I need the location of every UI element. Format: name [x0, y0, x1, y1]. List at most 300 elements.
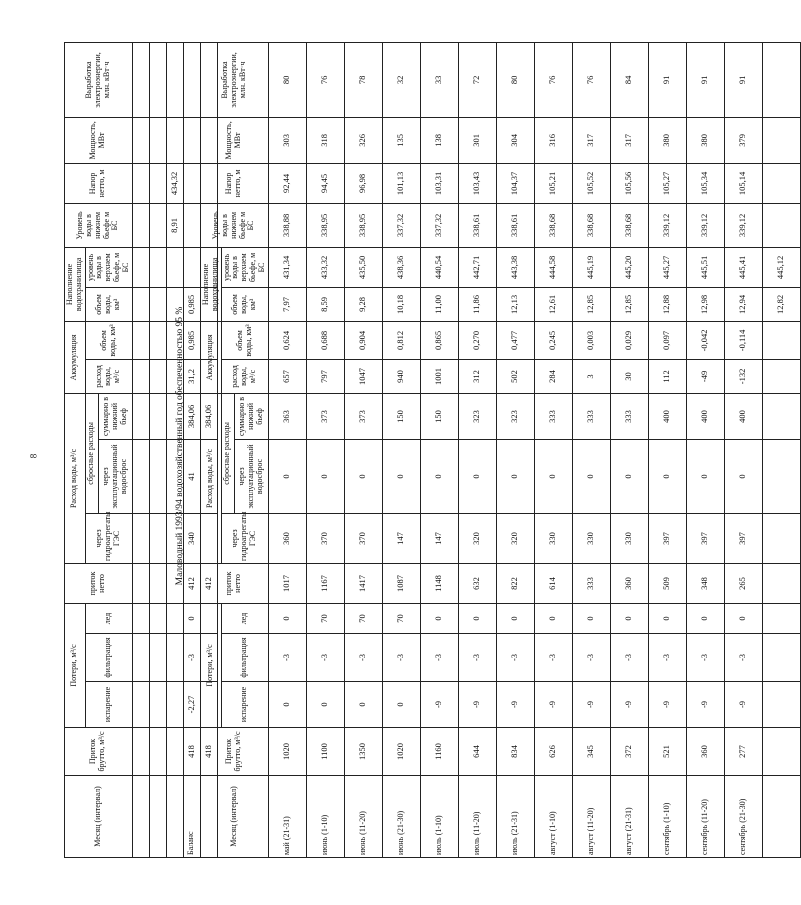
table-cell: 0	[648, 439, 686, 513]
table-cell	[166, 439, 183, 513]
table-cell: 105,34	[686, 163, 724, 203]
row-label-cell: июнь (1-10)	[306, 776, 344, 858]
table-cell: 0	[183, 603, 200, 633]
table-cell: 433,32	[306, 247, 344, 287]
t2-header-spill: сбросные расходы	[221, 393, 234, 513]
t2-header-turbines: через гидроагрегаты ГЭС	[221, 513, 268, 563]
table-cell: 445,27	[648, 247, 686, 287]
t1-header-generation: Выработка электроэнергии, млн. кВт·ч	[65, 42, 133, 117]
t1-header-reservoir-filling: Наполнение водохранилища	[65, 247, 86, 321]
table-cell: 0,985	[183, 287, 200, 321]
table-cell: 265	[724, 563, 762, 603]
table-cell: 0,812	[382, 321, 420, 359]
table-cell	[149, 563, 166, 603]
table-cell: 397	[648, 513, 686, 563]
table-cell: -0,114	[724, 321, 762, 359]
table-cell: 94,45	[306, 163, 344, 203]
t2-header-reservoir-filling: Наполнение водохранилища	[201, 247, 222, 321]
table-cell: 412	[183, 563, 200, 603]
table-cell: 797	[306, 359, 344, 393]
t1-header-spillway: через эксплуатационный водосброс	[99, 439, 133, 513]
table-cell: 0,097	[648, 321, 686, 359]
table-2-container	[200, 43, 801, 858]
table-cell: 822	[496, 563, 534, 603]
table-cell: 91	[648, 42, 686, 117]
table-cell: 360	[686, 728, 724, 776]
table-cell: 12,94	[724, 287, 762, 321]
t2-header-downstream-level: Уровень воды в нижнем бьефе м БС	[201, 203, 269, 247]
table-cell: 330	[572, 513, 610, 563]
table-cell: 940	[382, 359, 420, 393]
table-cell: 284	[534, 359, 572, 393]
table-cell: -9	[534, 682, 572, 728]
table-cell: 339,12	[724, 203, 762, 247]
t2-header-head: Напор нетто, м	[201, 163, 269, 203]
table-cell	[183, 117, 200, 163]
table-cell: 0	[382, 439, 420, 513]
table-cell: 72	[458, 42, 496, 117]
table-cell: 312	[458, 359, 496, 393]
table-cell: 91	[686, 42, 724, 117]
table-cell: 0	[496, 439, 534, 513]
table-cell: 0	[420, 439, 458, 513]
row-label-cell: Баланс	[183, 776, 200, 858]
table-cell: -0,042	[686, 321, 724, 359]
table-cell: 0,985	[183, 321, 200, 359]
table-cell: 445,20	[610, 247, 648, 287]
table-cell	[149, 42, 166, 117]
table-cell	[762, 359, 800, 393]
table-cell	[149, 439, 166, 513]
table-1	[64, 42, 218, 858]
t2-header-inflow-net: приток нетто	[201, 563, 269, 603]
table-cell: 372	[610, 728, 648, 776]
t2-header-accumulation: Аккумуляция	[201, 321, 222, 393]
table-cell: 445,19	[572, 247, 610, 287]
table-cell: 348	[686, 563, 724, 603]
table-cell	[149, 603, 166, 633]
table-cell: 84	[610, 42, 648, 117]
t2-header-evaporation: испарение	[221, 682, 268, 728]
table-cell: 105,56	[610, 163, 648, 203]
page-number: 8	[28, 453, 39, 459]
table-cell: 397	[686, 513, 724, 563]
table-cell: 318	[306, 117, 344, 163]
table-cell: 330	[610, 513, 648, 563]
table-cell: 412	[200, 563, 217, 603]
table-cell: 384,06	[200, 393, 217, 439]
table-cell: 1047	[344, 359, 382, 393]
t2-header-power: Мощность, МВт	[201, 117, 269, 163]
table-cell: 1148	[420, 563, 458, 603]
table-cell: 1020	[268, 728, 306, 776]
table-cell: 0	[686, 439, 724, 513]
table-cell: 0,003	[572, 321, 610, 359]
table-row	[420, 42, 458, 857]
table-cell: -9	[420, 682, 458, 728]
table-cell	[132, 321, 149, 359]
table-cell: 104,37	[496, 163, 534, 203]
table-cell: -9	[686, 682, 724, 728]
table-cell	[132, 682, 149, 728]
t2-header-filtration: фильтрация	[221, 634, 268, 682]
table-cell: 373	[306, 393, 344, 439]
table-cell	[149, 359, 166, 393]
table-cell: -9	[610, 682, 648, 728]
table-cell	[762, 682, 800, 728]
table-cell: 1020	[382, 728, 420, 776]
row-label-cell: май (21-31)	[268, 776, 306, 858]
row-label-cell: сентябрь (21-30)	[724, 776, 762, 858]
table-cell	[762, 634, 800, 682]
row-label-cell: сентябрь (1-10)	[648, 776, 686, 858]
table-cell: 12,88	[648, 287, 686, 321]
table-cell: 12,98	[686, 287, 724, 321]
table-cell	[149, 321, 166, 359]
t1-header-spill: сбросные расходы	[85, 393, 98, 513]
t1-header-turbines: через гидроагрегаты ГЭС	[85, 513, 132, 563]
table-row	[686, 42, 724, 857]
table-row	[762, 42, 800, 857]
table-cell	[132, 603, 149, 633]
table-cell: -3	[458, 634, 496, 682]
table-cell	[132, 247, 149, 287]
table-cell: 626	[534, 728, 572, 776]
table-cell	[149, 634, 166, 682]
row-label-cell	[149, 776, 166, 858]
table-cell: 330	[534, 513, 572, 563]
table-cell: 112	[648, 359, 686, 393]
table-cell: 12,61	[534, 287, 572, 321]
table-cell	[166, 247, 183, 287]
table-cell: 0	[572, 603, 610, 633]
row-label-cell: июль (21-31)	[496, 776, 534, 858]
table-cell: 1167	[306, 563, 344, 603]
table-cell	[183, 247, 200, 287]
table-cell: 373	[344, 393, 382, 439]
t1-header-acc-flow: расход воды, м³/с	[85, 359, 132, 393]
table-cell: 0	[534, 439, 572, 513]
table-cell: 76	[572, 42, 610, 117]
table-cell	[762, 728, 800, 776]
table-cell: 435,50	[344, 247, 382, 287]
table-cell: 0	[610, 603, 648, 633]
table-cell	[166, 287, 183, 321]
table-cell: 150	[382, 393, 420, 439]
table-row	[572, 42, 610, 857]
table-cell: 0	[306, 682, 344, 728]
table-cell	[166, 359, 183, 393]
table-2	[200, 42, 801, 858]
table-cell: 80	[496, 42, 534, 117]
table-cell: 1350	[344, 728, 382, 776]
table-cell: 70	[382, 603, 420, 633]
table-cell: 1100	[306, 728, 344, 776]
table-cell	[762, 321, 800, 359]
table-cell: 76	[306, 42, 344, 117]
table-row	[496, 42, 534, 857]
table-cell: 303	[268, 117, 306, 163]
t2-header-inflow-gross: Приток брутто, м³/с	[201, 728, 269, 776]
table-cell: 0,624	[268, 321, 306, 359]
t2-header-total-downstream: суммарно в нижний бьеф	[235, 393, 269, 439]
table-cell: 316	[534, 117, 572, 163]
table-cell: 147	[420, 513, 458, 563]
table-cell: -3	[648, 634, 686, 682]
table-cell	[149, 682, 166, 728]
table-cell: 338,88	[268, 203, 306, 247]
table-cell: 1160	[420, 728, 458, 776]
table-cell: 0	[648, 603, 686, 633]
table-cell	[762, 42, 800, 117]
table-cell: 103,43	[458, 163, 496, 203]
table-cell: -2,27	[183, 682, 200, 728]
table-cell: 0	[458, 603, 496, 633]
table-cell: 379	[724, 117, 762, 163]
table-cell: 12,82	[762, 287, 800, 321]
table-cell	[132, 42, 149, 117]
table-cell: 337,32	[420, 203, 458, 247]
t2-header-upstream-level: уровень воды в верхнем бьефе, м БС	[221, 247, 268, 287]
table-cell: 380	[648, 117, 686, 163]
table-cell: -3	[534, 634, 572, 682]
table-cell: -3	[382, 634, 420, 682]
table-cell: -9	[496, 682, 534, 728]
table-cell	[149, 203, 166, 247]
table-cell: 384,06	[183, 393, 200, 439]
section-caption: Маловодный 1993/94 водохозяйственный год обеспеченностью 95 %	[175, 306, 185, 586]
t1-header-upstream-level: уровень воды в верхнем бьефе, м БС	[85, 247, 132, 287]
table-cell	[166, 603, 183, 633]
table-row	[382, 42, 420, 857]
table-cell: 400	[724, 393, 762, 439]
table-cell: 339,12	[686, 203, 724, 247]
table-cell: 418	[200, 728, 217, 776]
table-cell: 105,52	[572, 163, 610, 203]
table-cell: 101,13	[382, 163, 420, 203]
table-cell: 443,38	[496, 247, 534, 287]
table-cell: 0	[268, 439, 306, 513]
table-cell: 0,477	[496, 321, 534, 359]
table-cell: 12,85	[572, 287, 610, 321]
table-cell: 0	[610, 439, 648, 513]
table-cell: 337,32	[382, 203, 420, 247]
table-cell: 105,27	[648, 163, 686, 203]
table-cell: -3	[686, 634, 724, 682]
t1-header-total-downstream: суммарно в нижний бьеф	[99, 393, 133, 439]
table-cell	[149, 247, 166, 287]
table-cell	[762, 513, 800, 563]
table-row	[149, 42, 166, 857]
table-cell: 103,31	[420, 163, 458, 203]
table-cell: 326	[344, 117, 382, 163]
table-cell: 304	[496, 117, 534, 163]
table-cell	[762, 603, 800, 633]
table-cell: 0	[724, 603, 762, 633]
table-cell: 400	[648, 393, 686, 439]
table-cell: 12,13	[496, 287, 534, 321]
row-label-cell	[132, 776, 149, 858]
table-cell: 339,12	[648, 203, 686, 247]
row-label-cell: июнь (11-20)	[344, 776, 382, 858]
table-cell: 70	[344, 603, 382, 633]
table-cell: 78	[344, 42, 382, 117]
table-cell: 418	[183, 728, 200, 776]
table-cell: 644	[458, 728, 496, 776]
table-cell: 8,91	[166, 203, 183, 247]
table-cell	[132, 359, 149, 393]
table-cell: 0	[496, 603, 534, 633]
table-cell	[762, 117, 800, 163]
table-cell: 317	[610, 117, 648, 163]
t2-header-fill-volume: объем воды, км³	[221, 287, 268, 321]
table-cell: 442,71	[458, 247, 496, 287]
table-cell: -3	[724, 634, 762, 682]
table-cell	[132, 117, 149, 163]
t1-header-water-flow: Расход воды, м³/с	[65, 393, 86, 563]
table-cell: 0	[686, 603, 724, 633]
table-cell: 3	[572, 359, 610, 393]
table-cell: 317	[572, 117, 610, 163]
row-label-cell: июль (11-20)	[458, 776, 496, 858]
table-cell	[762, 203, 800, 247]
table-cell	[183, 163, 200, 203]
table-cell: 92,44	[268, 163, 306, 203]
t1-header-inflow-gross: Приток брутто, м³/с	[65, 728, 133, 776]
table-cell: 0	[344, 439, 382, 513]
table-cell: 150	[420, 393, 458, 439]
t1-header-month: Месяц (интервал)	[65, 776, 133, 858]
table-cell: 91	[724, 42, 762, 117]
table-cell: 301	[458, 117, 496, 163]
table-cell	[166, 563, 183, 603]
t2-header-spillway: через эксплуатационный водосброс	[235, 439, 269, 513]
table-cell	[132, 163, 149, 203]
table-cell: 33	[420, 42, 458, 117]
table-cell: 0,270	[458, 321, 496, 359]
table-cell: 431,34	[268, 247, 306, 287]
table-cell: 147	[382, 513, 420, 563]
table-cell: 8,59	[306, 287, 344, 321]
table-cell: 338,68	[534, 203, 572, 247]
table-cell	[132, 203, 149, 247]
row-label-cell	[166, 776, 183, 858]
table-cell: 338,95	[306, 203, 344, 247]
table-cell: 0	[306, 439, 344, 513]
table-cell: 0,688	[306, 321, 344, 359]
table-cell: 1001	[420, 359, 458, 393]
table-cell: 657	[268, 359, 306, 393]
table-cell: 333	[572, 563, 610, 603]
table-cell: 340	[183, 513, 200, 563]
table-cell	[166, 321, 183, 359]
row-label-cell: июнь (21-30)	[382, 776, 420, 858]
table-cell	[166, 117, 183, 163]
table-cell: 370	[306, 513, 344, 563]
table-cell: 0,245	[534, 321, 572, 359]
t2-header-water-flow: Расход воды, м³/с	[201, 393, 222, 563]
table-cell: 12,85	[610, 287, 648, 321]
table-cell	[762, 439, 800, 513]
table-cell: 0	[382, 682, 420, 728]
table-row	[534, 42, 572, 857]
table-row	[166, 42, 183, 857]
t1-header-downstream-level: Уровень воды в нижнем бьефе м БС	[65, 203, 133, 247]
table-cell: 0	[534, 603, 572, 633]
table-cell: 333	[572, 393, 610, 439]
table-cell: 0	[458, 439, 496, 513]
table-cell: 0	[572, 439, 610, 513]
table-cell: -3	[572, 634, 610, 682]
table-row	[458, 42, 496, 857]
table-cell	[166, 634, 183, 682]
table-cell: -3	[306, 634, 344, 682]
t2-header-acc-flow: расход воды, м³/с	[221, 359, 268, 393]
table-cell	[183, 42, 200, 117]
table-cell: 370	[344, 513, 382, 563]
t1-header-losses: Потери, м³/с	[65, 603, 86, 727]
table-cell: 632	[458, 563, 496, 603]
t1-header-fill-volume: объем воды, км³	[85, 287, 132, 321]
table-cell	[166, 513, 183, 563]
table-2-body	[268, 42, 800, 857]
table-cell	[149, 287, 166, 321]
table-cell	[149, 728, 166, 776]
table-cell: 338,68	[572, 203, 610, 247]
table-cell: 80	[268, 42, 306, 117]
table-cell: 0,865	[420, 321, 458, 359]
table-cell: 397	[724, 513, 762, 563]
table-row	[132, 42, 149, 857]
row-label-cell: сентябрь (11-20)	[686, 776, 724, 858]
t2-header-generation: Выработка электроэнергии, млн. кВт·ч	[201, 42, 269, 117]
table-cell: 1087	[382, 563, 420, 603]
table-row	[183, 42, 200, 857]
table-cell	[762, 163, 800, 203]
table-cell: 502	[496, 359, 534, 393]
table-cell: 380	[686, 117, 724, 163]
table-cell: 1417	[344, 563, 382, 603]
table-cell: -49	[686, 359, 724, 393]
table-cell	[132, 439, 149, 513]
table-cell	[762, 393, 800, 439]
row-label-cell: август (1-10)	[534, 776, 572, 858]
table-cell: 0	[724, 439, 762, 513]
table-cell: 320	[458, 513, 496, 563]
table-cell	[166, 682, 183, 728]
table-cell	[149, 393, 166, 439]
table-cell: 445,51	[686, 247, 724, 287]
table-cell: 360	[268, 513, 306, 563]
table-cell: -132	[724, 359, 762, 393]
table-cell: -3	[268, 634, 306, 682]
table-row	[344, 42, 382, 857]
table-cell: 0	[420, 603, 458, 633]
table-cell: 333	[610, 393, 648, 439]
row-label-cell: июль (1-10)	[420, 776, 458, 858]
table-cell: 0	[268, 603, 306, 633]
table-cell: 445,12	[762, 247, 800, 287]
table-cell: 509	[648, 563, 686, 603]
table-cell: 338,95	[344, 203, 382, 247]
table-cell: 338,61	[496, 203, 534, 247]
table-cell: 32	[382, 42, 420, 117]
table-cell: -3	[344, 634, 382, 682]
t2-header-ice: лед	[221, 603, 268, 633]
table-cell: 338,68	[610, 203, 648, 247]
table-row	[610, 42, 648, 857]
table-cell: 31,2	[183, 359, 200, 393]
